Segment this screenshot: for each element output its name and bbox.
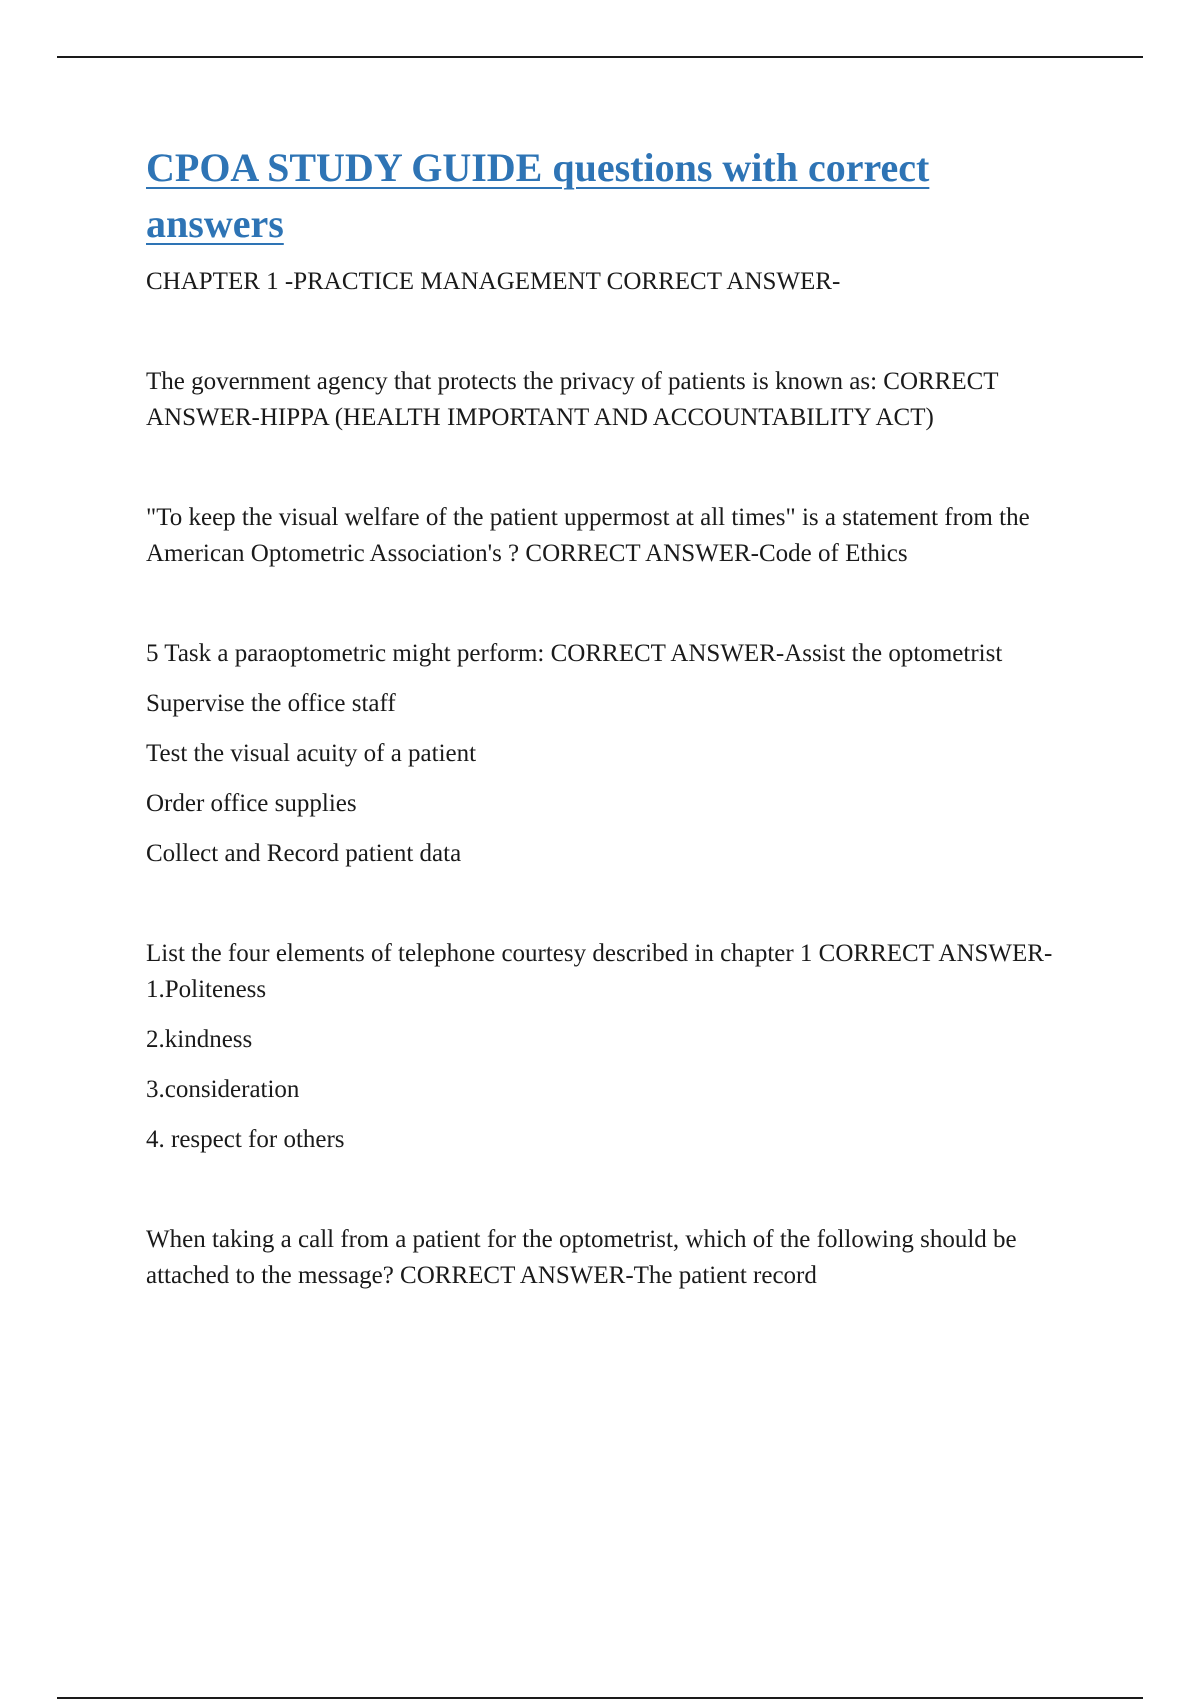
question-4: List the four elements of telephone courtesy described in chapter 1 CORRECT ANSWER-1.Politeness xyxy=(146,940,1053,1003)
answer-line: Test the visual acuity of a patient xyxy=(146,740,477,767)
document-title: CPOA STUDY GUIDE questions with correct answers xyxy=(146,145,930,246)
question-2: "To keep the visual welfare of the patient uppermost at all times" is a statement from the American Optometric Association's ? CORRECT ANSWER-Code of Ethics xyxy=(146,504,1030,567)
question-3: 5 Task a paraoptometric might perform: CORRECT ANSWER-Assist the optometrist xyxy=(146,640,1003,667)
document-body xyxy=(146,140,1066,1294)
answer-line: 2.kindness xyxy=(146,1026,253,1053)
bottom-rule xyxy=(57,1697,1143,1699)
answer-line: 3.consideration xyxy=(146,1076,300,1103)
question-5: When taking a call from a patient for the optometrist, which of the following should be attached to the message? CORRECT ANSWER-The patient record xyxy=(146,1226,1017,1289)
answer-line: Collect and Record patient data xyxy=(146,840,462,867)
answer-line: Order office supplies xyxy=(146,790,357,817)
question-1: The government agency that protects the privacy of patients is known as: CORRECT ANSWER-HIPPA (HEALTH IMPORTANT AND ACCOUNTABILITY ACT) xyxy=(146,368,999,431)
chapter-heading: CHAPTER 1 -PRACTICE MANAGEMENT CORRECT ANSWER- xyxy=(146,268,841,295)
top-rule xyxy=(57,56,1143,58)
answer-line: Supervise the office staff xyxy=(146,690,396,717)
answer-line: 4. respect for others xyxy=(146,1126,345,1153)
